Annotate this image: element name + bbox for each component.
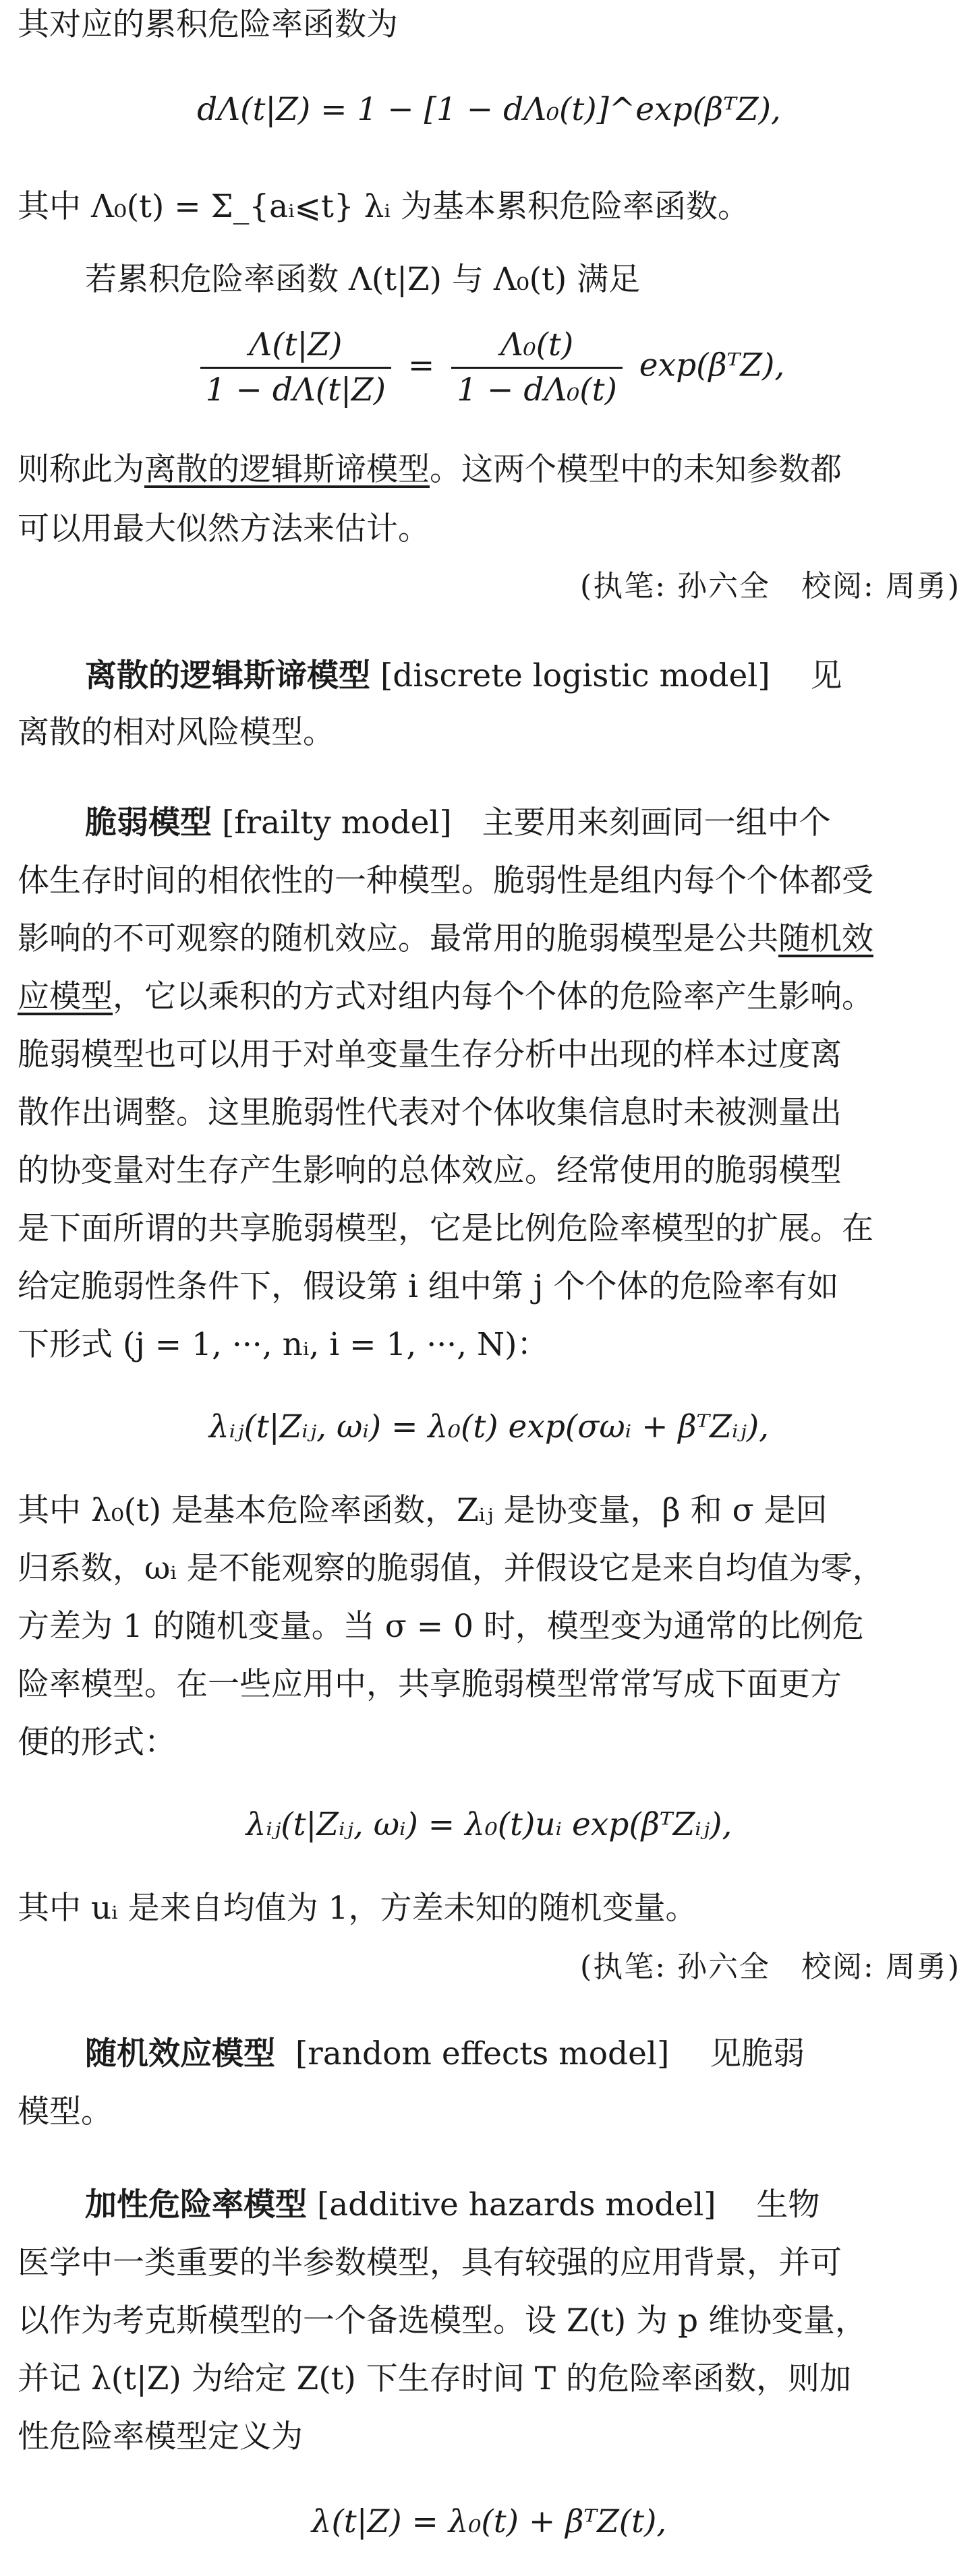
text-line: 若累积危险率函数 Λ(t|Z) 与 Λ₀(t) 满足 bbox=[85, 261, 641, 298]
text-line: 险率模型。在一些应用中，共享脆弱模型常常写成下面更方 bbox=[18, 1666, 842, 1703]
text-line: 体生存时间的相依性的一种模型。脆弱性是组内每个个体都受 bbox=[18, 862, 873, 899]
text-line: 并记 λ(t|Z) 为给定 Z(t) 下生存时间 T 的危险率函数，则加 bbox=[18, 2360, 852, 2397]
equation-logistic-ratio: $\frac{\Lambda(t|Z)}{1 - d\Lambda(t|Z)}$ = $\frac{\text{Λ₀(t)}}{\text{1 − dΛ₀(t)}}$ exp(βᵀZ), bbox=[0, 324, 978, 412]
text-line: 给定脆弱性条件下，假设第 i 组中第 j 个个体的危险率有如 bbox=[18, 1268, 839, 1305]
author-signature: (执笔: 孙六全 校阅: 周勇) bbox=[580, 569, 960, 603]
entry-english-title: [additive hazards model] bbox=[316, 2186, 716, 2223]
entry-headline: 随机效应模型 [random effects model] 见脆弱 bbox=[85, 2035, 805, 2072]
text-line: 下形式 (j = 1, ···, nᵢ, i = 1, ···, N)： bbox=[18, 1326, 549, 1363]
text-line: 散作出调整。这里脆弱性代表对个体收集信息时未被测量出 bbox=[18, 1094, 842, 1131]
entry-english-title: [frailty model] bbox=[221, 804, 452, 841]
text-line: 方差为 1 的随机变量。当 σ = 0 时，模型变为通常的比例危 bbox=[18, 1608, 864, 1645]
fraction-left: $\frac{\Lambda(t|Z)}{1 - d\Lambda(t|Z)}$ bbox=[200, 324, 391, 412]
entry-headline: 加性危险率模型 [additive hazards model] 生物 bbox=[85, 2186, 820, 2223]
see-also-reference: 离散的相对风险模型。 bbox=[18, 714, 335, 751]
text-line: 可以用最大似然方法来估计。 bbox=[18, 510, 430, 547]
author-signature: (执笔: 孙六全 校阅: 周勇) bbox=[580, 1950, 960, 1984]
cross-reference-link[interactable]: 随机效 bbox=[778, 920, 873, 957]
entry-title: 随机效应模型 bbox=[85, 2035, 275, 2072]
text-line: 其中 uᵢ 是来自均值为 1，方差未知的随机变量。 bbox=[18, 1890, 697, 1927]
text-line: 医学中一类重要的半参数模型，具有较强的应用背景，并可 bbox=[18, 2244, 842, 2281]
entry-title: 脆弱模型 bbox=[85, 804, 212, 841]
equation-frailty-multiplicative: λᵢⱼ(t|Zᵢⱼ, ωᵢ) = λ₀(t)uᵢ exp(βᵀZᵢⱼ), bbox=[246, 1806, 732, 1843]
fraction-right: $\frac{\text{Λ₀(t)}}{\text{1 − dΛ₀(t)}}$ bbox=[451, 324, 623, 412]
text-line: 的协变量对生存产生影响的总体效应。经常使用的脆弱模型 bbox=[18, 1152, 842, 1189]
entry-title: 加性危险率模型 bbox=[85, 2186, 307, 2223]
see-also-reference: 模型。 bbox=[18, 2093, 113, 2130]
entry-english-title: [random effects model] bbox=[295, 2035, 670, 2072]
text-line: 便的形式： bbox=[18, 1724, 176, 1761]
text-line: 是下面所谓的共享脆弱模型，它是比例危险率模型的扩展。在 bbox=[18, 1210, 873, 1247]
entry-headline: 脆弱模型 [frailty model] 主要用来刻画同一组中个 bbox=[85, 804, 831, 841]
text-line: 影响的不可观察的随机效应。最常用的脆弱模型是公共随机效 bbox=[18, 920, 873, 957]
equation-cumulative-hazard: dΛ(t|Z) = 1 − [1 − dΛ₀(t)]^exp(βᵀZ), bbox=[197, 91, 781, 128]
text-line: 应模型，它以乘积的方式对组内每个个体的危险率产生影响。 bbox=[18, 978, 873, 1015]
text-line: 归系数，ωᵢ 是不能观察的脆弱值，并假设它是来自均值为零， bbox=[18, 1550, 884, 1587]
text-line: 其中 λ₀(t) 是基本危险率函数，Zᵢⱼ 是协变量，β 和 σ 是回 bbox=[18, 1492, 828, 1529]
entry-title: 离散的逻辑斯谛模型 bbox=[85, 657, 370, 694]
entry-english-title: [discrete logistic model] bbox=[380, 657, 770, 694]
equation-additive-hazards: λ(t|Z) = λ₀(t) + βᵀZ(t), bbox=[311, 2503, 667, 2540]
text-line: 其中 Λ₀(t) = Σ_{aᵢ⩽t} λᵢ 为基本累积危险率函数。 bbox=[18, 188, 749, 225]
text-line: 其对应的累积危险率函数为 bbox=[18, 6, 398, 43]
equation-shared-frailty: λᵢⱼ(t|Zᵢⱼ, ωᵢ) = λ₀(t) exp(σωᵢ + βᵀZᵢⱼ), bbox=[208, 1408, 770, 1445]
cross-reference-link[interactable]: 应模型 bbox=[18, 978, 113, 1015]
text-line: 则称此为离散的逻辑斯谛模型。这两个模型中的未知参数都 bbox=[18, 451, 842, 488]
text-line: 性危险率模型定义为 bbox=[18, 2418, 303, 2455]
text-line: 以作为考克斯模型的一个备选模型。设 Z(t) 为 p 维协变量， bbox=[18, 2302, 867, 2339]
entry-headline: 离散的逻辑斯谛模型 [discrete logistic model] 见 bbox=[85, 657, 842, 694]
text-line: 脆弱模型也可以用于对单变量生存分析中出现的样本过度离 bbox=[18, 1036, 842, 1073]
cross-reference-link[interactable]: 离散的逻辑斯谛模型 bbox=[144, 451, 430, 488]
